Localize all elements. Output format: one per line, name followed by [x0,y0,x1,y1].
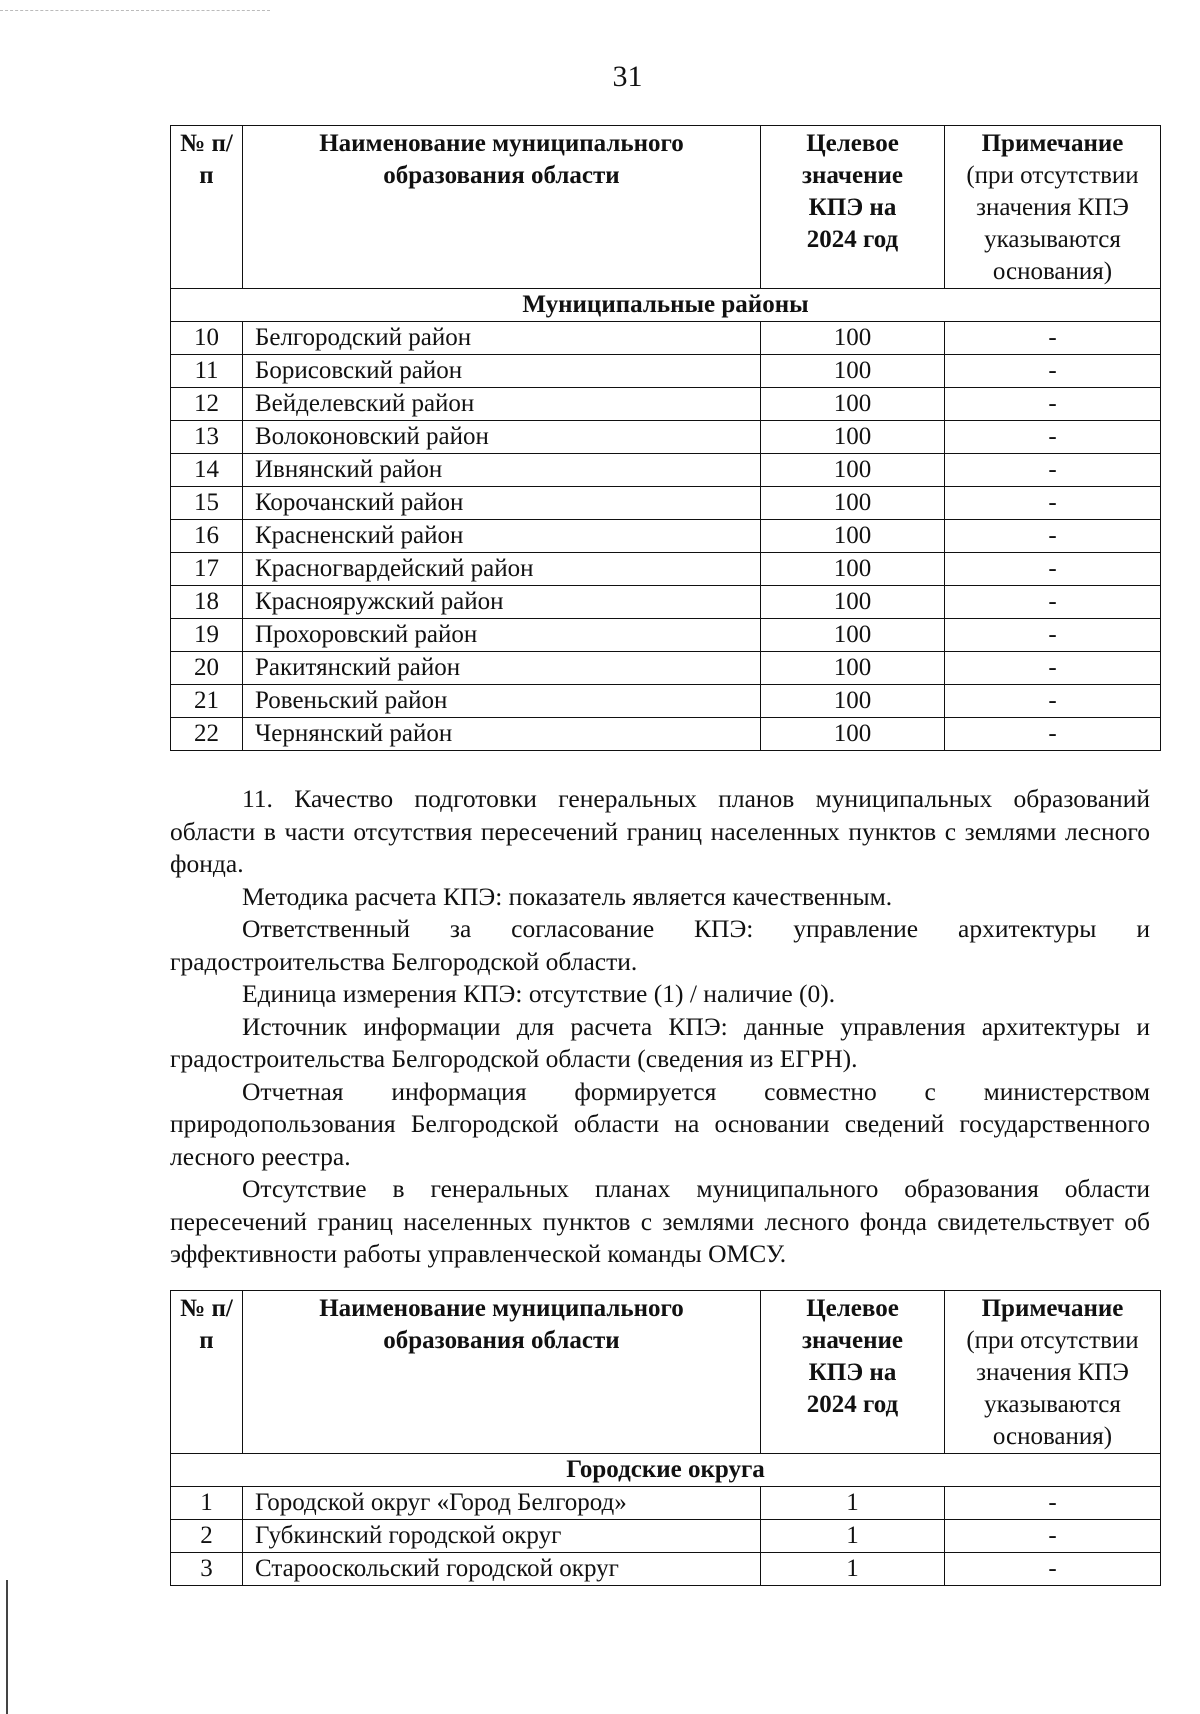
row-target-value: 100 [761,421,945,454]
row-name: Чернянский район [243,718,761,751]
kpe-description [170,783,1150,1271]
row-number: 17 [171,553,243,586]
row-target-value: 100 [761,454,945,487]
row-number: 10 [171,322,243,355]
page-number: 31 [612,60,643,93]
scan-artifact-line [0,10,270,11]
table-row [171,652,1161,685]
header-name: Наименование муниципального образования области [243,1291,761,1454]
row-note: - [945,1487,1161,1520]
table-row [171,718,1161,751]
table-row [171,619,1161,652]
row-target-value: 1 [761,1520,945,1553]
header-note [945,1291,1161,1454]
header-note [945,126,1161,289]
row-target-value: 100 [761,520,945,553]
row-target-value: 100 [761,388,945,421]
row-name: Старооскольский городской округ [243,1553,761,1586]
table-row [171,454,1161,487]
table-row [171,520,1161,553]
row-name: Краснояружский район [243,586,761,619]
row-target-value: 100 [761,685,945,718]
table-row [171,685,1161,718]
row-target-value: 100 [761,553,945,586]
row-note: - [945,454,1161,487]
row-number: 19 [171,619,243,652]
table-row [171,1520,1161,1553]
row-name: Белгородский район [243,322,761,355]
paragraph-methodology: Методика расчета КПЭ: показатель является качественным. [242,881,893,911]
row-name: Волоконовский район [243,421,761,454]
row-note: - [945,1553,1161,1586]
row-target-value: 100 [761,619,945,652]
row-name: Борисовский район [243,355,761,388]
row-target-value: 100 [761,718,945,751]
kpe-table-urban-districts [170,1290,1161,1586]
kpe-table-municipal-districts [170,125,1161,751]
table-row [171,553,1161,586]
row-note: - [945,322,1161,355]
table-row [171,586,1161,619]
paragraph-responsible: Ответственный за согласование КПЭ: управление архитектуры и градостроительства Белгородской области. [170,914,1150,976]
header-note-title: Примечание [981,130,1124,157]
row-note: - [945,553,1161,586]
row-number: 22 [171,718,243,751]
row-name: Красненский район [243,520,761,553]
row-number: 1 [171,1487,243,1520]
table-row [171,355,1161,388]
header-note-title: Примечание [981,1295,1124,1322]
paragraph-reporting: Отчетная информация формируется совместно с министерством природопользования Белгородской области на основании сведений государственного лесного реестра. [170,1076,1150,1171]
row-note: - [945,388,1161,421]
paragraph-kpe-title: 11. Качество подготовки генеральных планов муниципальных образований области в части отсутствия пересечений границ населенных пунктов с землями лесного фонда. [170,784,1150,878]
row-name: Корочанский район [243,487,761,520]
header-target: Целевое значение КПЭ на 2024 год [761,1291,945,1454]
row-target-value: 100 [761,355,945,388]
header-num: № п/п [171,1291,243,1454]
row-name: Ракитянский район [243,652,761,685]
row-number: 12 [171,388,243,421]
header-name: Наименование муниципального образования области [243,126,761,289]
table-row [171,421,1161,454]
header-note-text: (при отсутствии значения КПЭ указываются основания) [966,162,1139,285]
row-name: Городской округ «Город Белгород» [243,1487,761,1520]
table-row [171,1487,1161,1520]
row-name: Ивнянский район [243,454,761,487]
row-target-value: 1 [761,1553,945,1586]
row-note: - [945,586,1161,619]
row-name: Прохоровский район [243,619,761,652]
row-number: 3 [171,1553,243,1586]
section-title: Муниципальные районы [171,289,1161,322]
table-row [171,1553,1161,1586]
paragraph-unit: Единица измерения КПЭ: отсутствие (1) / наличие (0). [242,979,836,1008]
row-number: 2 [171,1520,243,1553]
row-target-value: 100 [761,586,945,619]
row-number: 18 [171,586,243,619]
row-number: 15 [171,487,243,520]
paragraph-conclusion: Отсутствие в генеральных планах муниципального образования области пересечений границ населенных пунктов с землями лесного фонда свидетельствует об эффективности работы управленческой команды ОМСУ. [170,1174,1150,1268]
header-num: № п/п [171,126,243,289]
row-number: 20 [171,652,243,685]
row-note: - [945,520,1161,553]
header-note-text: (при отсутствии значения КПЭ указываются основания) [966,1327,1139,1450]
row-target-value: 1 [761,1487,945,1520]
row-number: 21 [171,685,243,718]
section-row [171,1454,1161,1487]
row-number: 16 [171,520,243,553]
row-number: 13 [171,421,243,454]
table-row [171,487,1161,520]
row-note: - [945,685,1161,718]
row-target-value: 100 [761,652,945,685]
section-title: Городские округа [171,1454,1161,1487]
table-row [171,388,1161,421]
row-target-value: 100 [761,322,945,355]
row-target-value: 100 [761,487,945,520]
row-name: Ровеньский район [243,685,761,718]
row-name: Губкинский городской округ [243,1520,761,1553]
paragraph-source: Источник информации для расчета КПЭ: данные управления архитектуры и градостроительства Белгородской области (сведения из ЕГРН). [170,1011,1150,1073]
row-note: - [945,487,1161,520]
row-number: 14 [171,454,243,487]
row-note: - [945,652,1161,685]
row-note: - [945,1520,1161,1553]
table-row [171,322,1161,355]
row-name: Красногвардейский район [243,553,761,586]
row-note: - [945,718,1161,751]
scan-margin-line [6,1580,8,1714]
row-name: Вейделевский район [243,388,761,421]
row-note: - [945,355,1161,388]
row-note: - [945,421,1161,454]
section-row [171,289,1161,322]
header-target: Целевое значение КПЭ на 2024 год [761,126,945,289]
row-number: 11 [171,355,243,388]
row-note: - [945,619,1161,652]
